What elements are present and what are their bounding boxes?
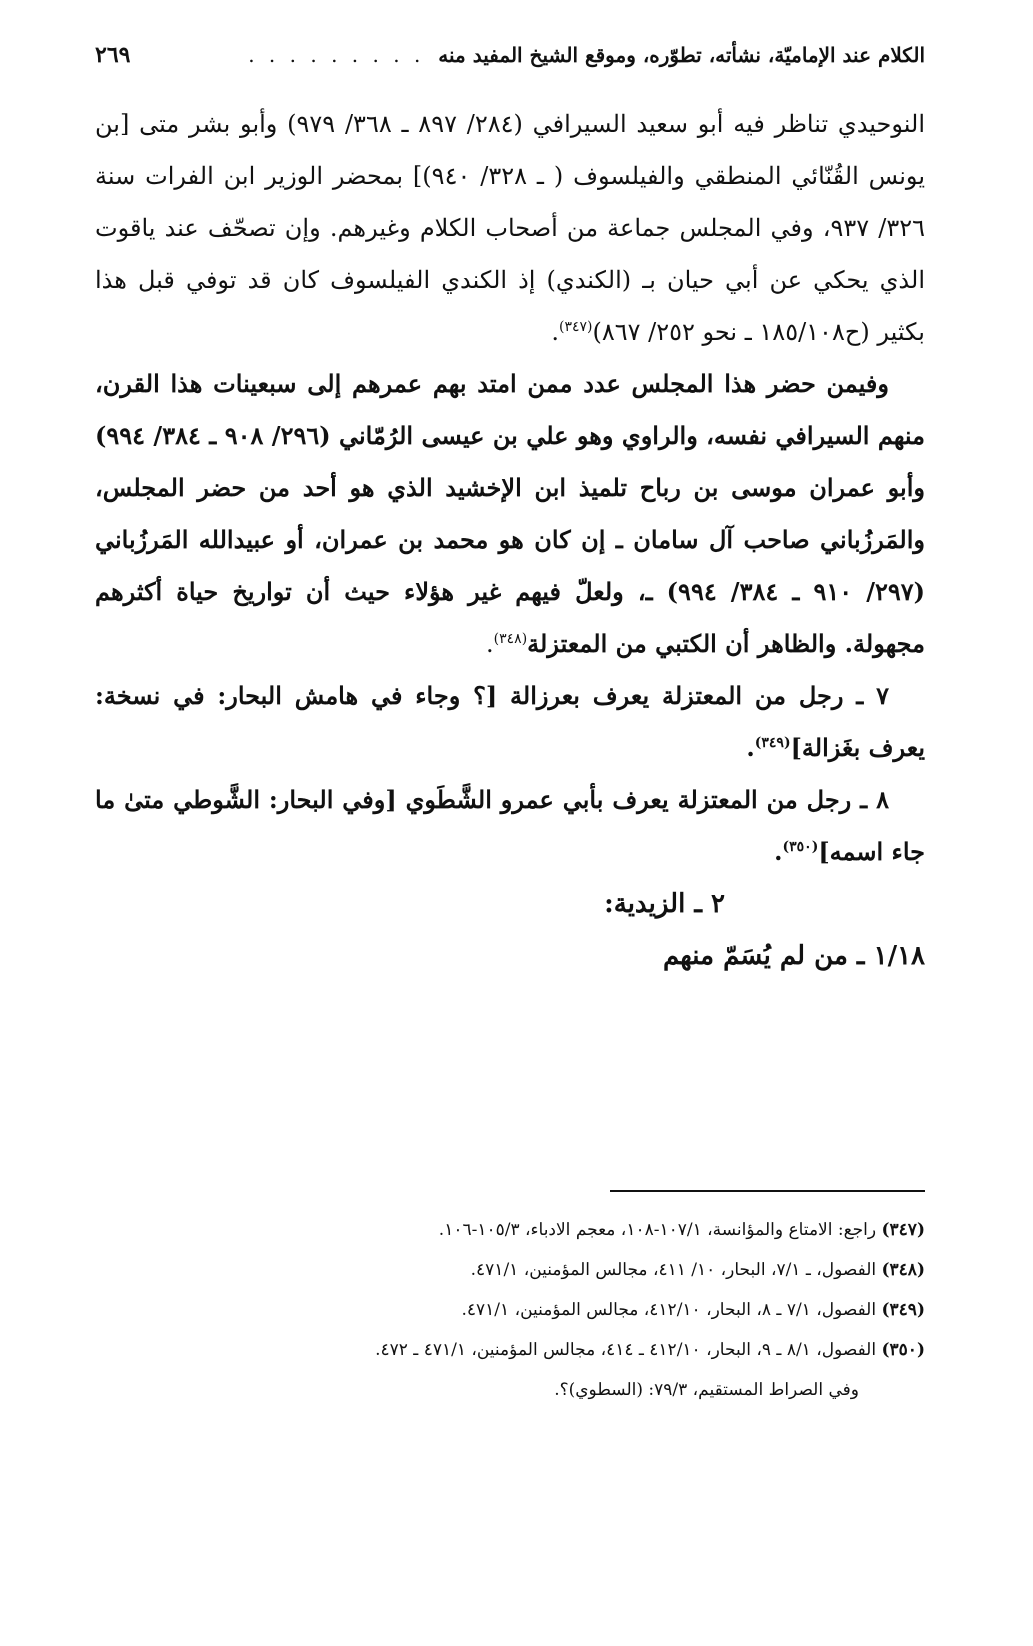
- footnote: [95, 1290, 925, 1330]
- list-item-end: .: [774, 837, 783, 866]
- paragraph: [95, 98, 925, 358]
- running-header: [95, 42, 925, 68]
- footnote-text: الفصول، ٨/١ ـ ٩، البحار، ٤١٢/١٠ ـ ٤١٤، مجالس المؤمنين، ٤٧١/١ ـ ٤٧٢.: [375, 1340, 877, 1360]
- footnote-reference: (٣٥٠): [782, 839, 819, 855]
- section-heading: ٢ ـ الزيدية:: [604, 889, 725, 919]
- list-item-end: .: [746, 733, 755, 762]
- footnote-number: (٣٥٠): [881, 1340, 925, 1360]
- footnote-text: راجع: الامتاع والمؤانسة، ١٠٧/١-١٠٨، معجم الادباء، ١٠٥/٣-١٠٦.: [438, 1220, 877, 1240]
- footnote-reference: (٣٤٩): [754, 735, 791, 751]
- list-item: [95, 670, 925, 774]
- footnote-reference: (٣٤٨): [493, 631, 528, 647]
- footnotes: [95, 1210, 925, 1410]
- paragraph-text: النوحيدي تناظر فيه أبو سعيد السيرافي (٢٨٤/ ٨٩٧ ـ ٣٦٨/ ٩٧٩) وأبو بشر متى [بن يونس القُنّائي المنطقي والفيلسوف ( ـ ٣٢٨/ ٩٤٠)] بمحضر الوزير ابن الفرات سنة ٣٢٦/ ٩٣٧، وفي المجلس جماعة من أصحاب الكلام وغيرهم. وإن تصحّف عند ياقوت الذي يحكي عن أبي حيان بـ (الكندي) إذ الكندي الفيلسوف كان قد توفي قبل هذا بكثير (ح١٨٥/١٠٨ ـ نحو ٢٥٢/ ٨٦٧): [95, 110, 926, 346]
- paragraph-end: .: [551, 318, 559, 346]
- running-title: الكلام عند الإماميّة، نشأته، تطوّره، وموقع الشيخ المفيد منه: [438, 43, 925, 67]
- footnote: [95, 1330, 925, 1370]
- main-text: [95, 98, 925, 982]
- footnote-text: الفصول، ٧/١ ـ ٨، البحار، ٤١٢/١٠، مجالس المؤمنين، ٤٧١/١.: [461, 1300, 877, 1320]
- footnote-number: (٣٤٩): [881, 1300, 925, 1320]
- footnote-number: (٣٤٧): [881, 1220, 925, 1240]
- footnote-number: (٣٤٨): [881, 1260, 925, 1280]
- header-leader-dots: . . . . . . . . .: [248, 43, 425, 67]
- list-item-text: ٧ ـ رجل من المعتزلة يعرف بعرزالة [؟ وجاء في هامش البحار: في نسخة: يعرف بغَزالة]: [95, 681, 925, 762]
- footnote-continuation: وفي الصراط المستقيم، ٧٩/٣: (السطوي)؟.: [554, 1380, 859, 1400]
- list-item-text: ٨ ـ رجل من المعتزلة يعرف بأبي عمرو الشَّطَوي [وفي البحار: الشَّوطي متىٰ ما جاء اسمه]: [95, 785, 925, 866]
- list-item: [95, 774, 925, 878]
- subsection-heading: ١/١٨ ـ من لم يُسَمّ منهم: [662, 941, 925, 971]
- footnote-reference: (٣٤٧): [558, 319, 593, 335]
- paragraph-end: .: [486, 630, 494, 658]
- page-number: ٢٦٩: [95, 42, 131, 68]
- footnote-text: الفصول، ـ ٧/١، البحار، ١٠/ ٤١١، مجالس المؤمنين، ٤٧١/١.: [470, 1260, 877, 1280]
- paragraph-text: وفيمن حضر هذا المجلس عدد ممن امتد بهم عمرهم إلى سبعينات هذا القرن، منهم السيرافي نفسه، والراوي وهو علي بن عيسى الرُمّاني (٢٩٦/ ٩٠٨ ـ ٣٨٤/ ٩٩٤) وأبو عمران موسى بن رباح تلميذ ابن الإخشيد الذي هو أحد من حضر المجلس، والمَرزُباني صاحب آل سامان ـ إن كان هو محمد بن عمران، أو عبيدالله المَرزُباني (٢٩٧/ ٩١٠ ـ ٣٨٤/ ٩٩٤) ـ، ولعلّ فيهم غير هؤلاء حيث أن تواريخ حياة أكثرهم مجهولة. والظاهر أن الكتبي من المعتزلة: [95, 369, 926, 658]
- footnote: [95, 1210, 925, 1250]
- footnote: [95, 1250, 925, 1290]
- footnote-separator: [610, 1190, 925, 1192]
- paragraph: [95, 358, 925, 670]
